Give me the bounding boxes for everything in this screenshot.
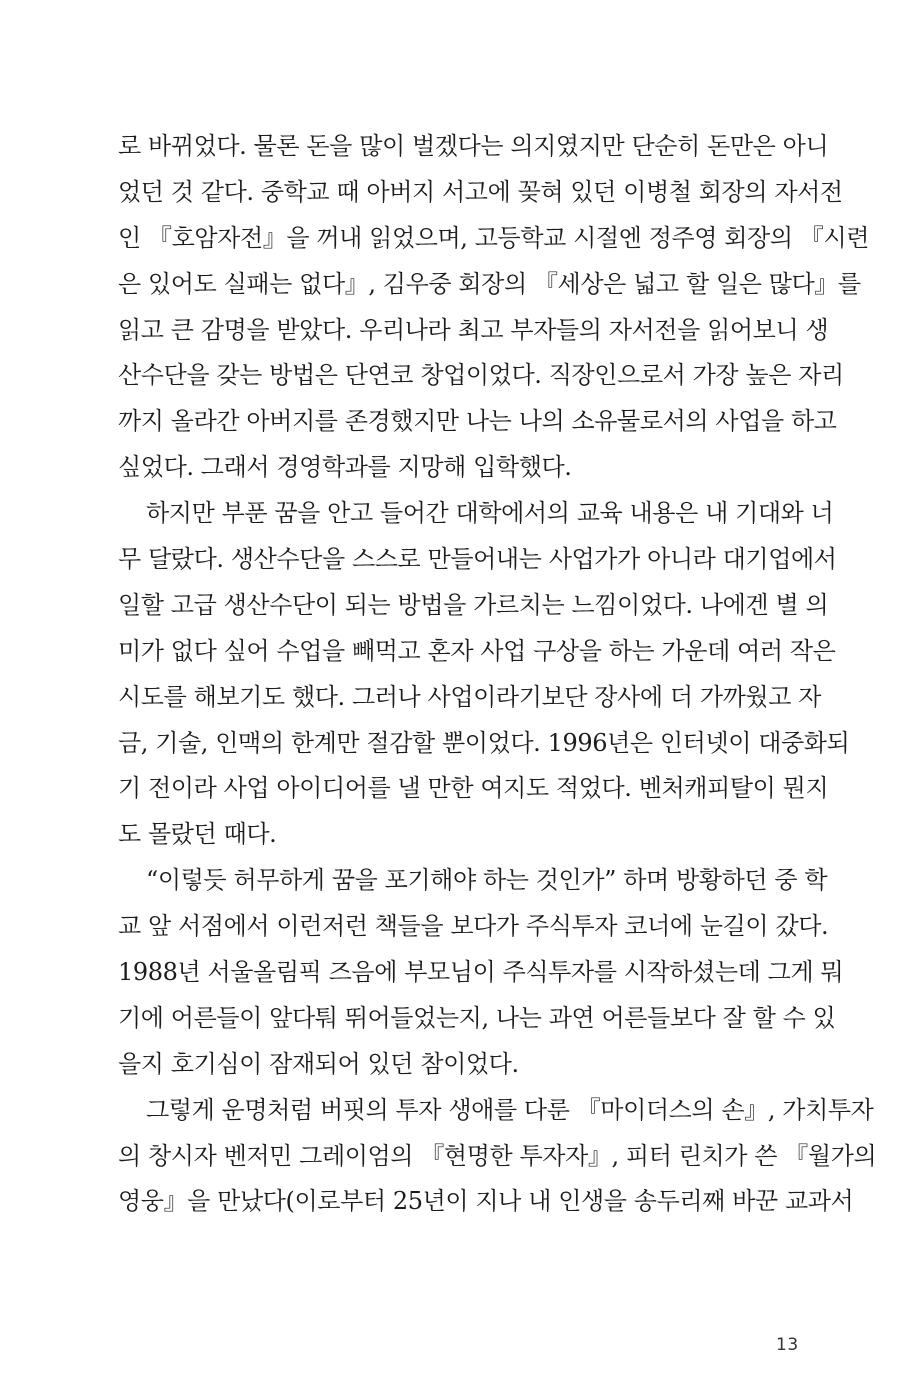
- text-line: 의 창시자 벤저민 그레이엄의 『현명한 투자자』, 피터 린치가 쓴 『월가의: [118, 1141, 877, 1170]
- text-line: 영웅』을 만났다(이로부터 25년이 지나 내 인생을 송두리째 바꾼 교과서: [118, 1187, 854, 1216]
- text-line: 산수단을 갖는 방법은 단연코 창업이었다. 직장인으로서 가장 높은 자리: [118, 361, 844, 390]
- text-line: 싶었다. 그래서 경영학과를 지망해 입학했다.: [118, 453, 572, 482]
- text-line: 그렇게 운명처럼 버핏의 투자 생애를 다룬 『마이더스의 손』, 가치투자: [146, 1095, 874, 1124]
- text-line: 도 몰랐던 때다.: [118, 820, 277, 849]
- text-line: 하지만 부푼 꿈을 안고 들어간 대학에서의 교육 내용은 내 기대와 너: [146, 499, 834, 528]
- text-line: 시도를 해보기도 했다. 그러나 사업이라기보단 장사에 더 가까웠고 자: [118, 682, 822, 711]
- text-line: 금, 기술, 인맥의 한계만 절감할 뿐이었다. 1996년은 인터넷이 대중화되: [118, 728, 850, 757]
- text-line: 읽고 큰 감명을 받았다. 우리나라 최고 부자들의 자서전을 읽어보니 생: [118, 315, 829, 344]
- page-number: 13: [776, 1335, 799, 1355]
- text-line: 인 『호암자전』을 꺼내 읽었으며, 고등학교 시절엔 정주영 회장의 『시련: [118, 223, 870, 252]
- text-line: 1988년 서울올림픽 즈음에 부모님이 주식투자를 시작하셨는데 그게 뭐: [118, 958, 844, 987]
- text-line: 일할 고급 생산수단이 되는 방법을 가르치는 느낌이었다. 나에겐 별 의: [118, 590, 829, 619]
- body-text: [118, 124, 877, 1225]
- text-line: “이렇듯 허무하게 꿈을 포기해야 하는 것인가” 하며 방황하던 중 학: [146, 866, 828, 895]
- text-line: 을지 호기심이 잠재되어 있던 참이었다.: [118, 1049, 519, 1078]
- text-line: 기 전이라 사업 아이디어를 낼 만한 여지도 적었다. 벤처캐피탈이 뭔지: [118, 774, 829, 803]
- text-line: 었던 것 같다. 중학교 때 아버지 서고에 꽂혀 있던 이병철 회장의 자서전: [118, 177, 843, 206]
- text-line: 까지 올라간 아버지를 존경했지만 나는 나의 소유물로서의 사업을 하고: [118, 407, 837, 436]
- text-line: 은 있어도 실패는 없다』, 김우중 회장의 『세상은 넓고 할 일은 많다』를: [118, 269, 861, 298]
- text-line: 무 달랐다. 생산수단을 스스로 만들어내는 사업가가 아니라 대기업에서: [118, 545, 837, 574]
- text-line: 로 바뀌었다. 물론 돈을 많이 벌겠다는 의지였지만 단순히 돈만은 아니: [118, 132, 829, 160]
- text-line: 미가 없다 싶어 수업을 빼먹고 혼자 사업 구상을 하는 가운데 여러 작은: [118, 636, 836, 665]
- text-line: 기에 어른들이 앞다퉈 뛰어들었는지, 나는 과연 어른들보다 잘 할 수 있: [118, 1003, 836, 1032]
- text-line: 교 앞 서점에서 이런저런 책들을 보다가 주식투자 코너에 눈길이 갔다.: [118, 912, 829, 941]
